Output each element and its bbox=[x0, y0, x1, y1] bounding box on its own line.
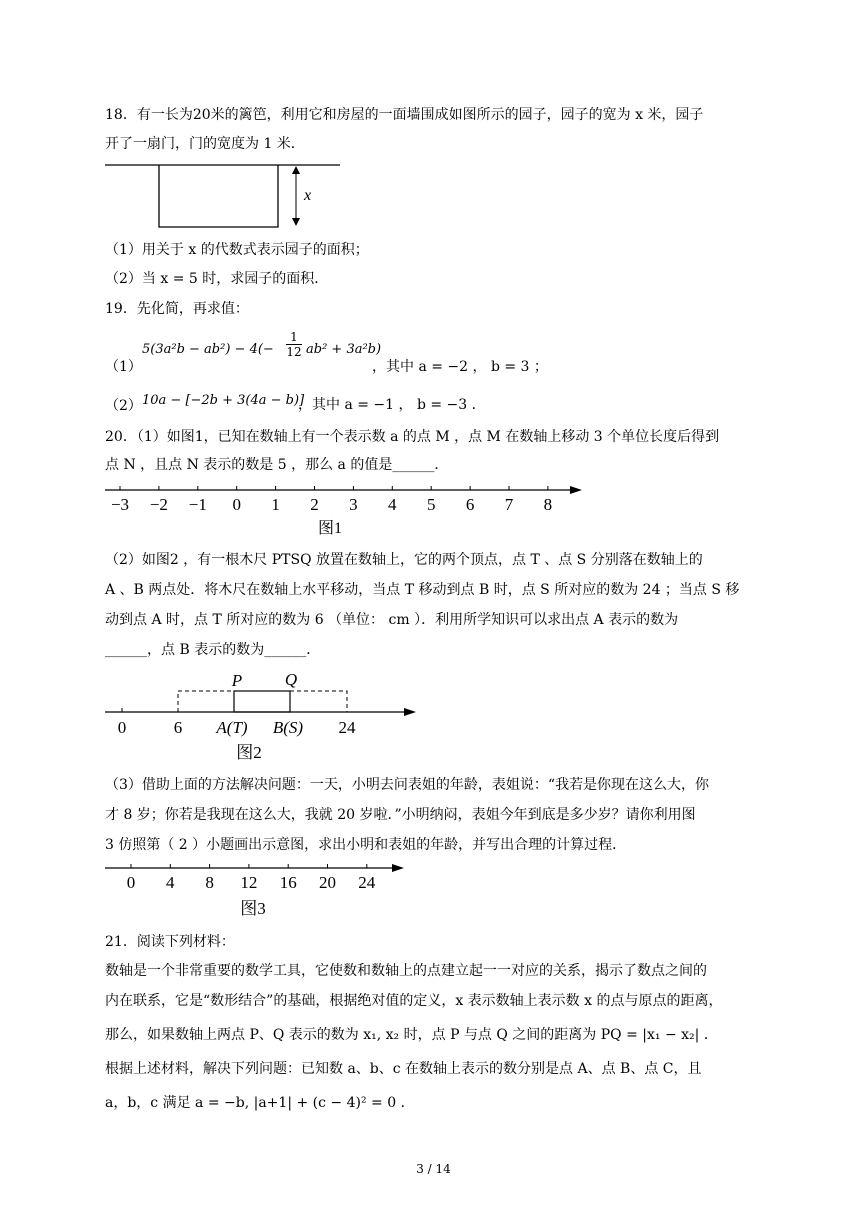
q18-part2: （2）当 x = 5 时，求园子的面积． bbox=[105, 271, 329, 287]
fig1-tick-label: 3 bbox=[349, 495, 358, 514]
q18-stem-line2: 开了一扇门，门的宽度为 1 米． bbox=[105, 136, 305, 152]
fig1-tick-label: −1 bbox=[188, 495, 207, 514]
q20-part3-line2: 才 8 岁；你若是我现在这么大，我就 20 岁啦．”小明纳闷，表姐今年到底是多少岁？请你利用图 bbox=[105, 807, 696, 823]
q19-part2-expr: 10a − [−2b + 3(4a − b)] bbox=[142, 393, 305, 408]
fig2-label-6: 6 bbox=[173, 718, 183, 737]
fig1-tick-label: 4 bbox=[388, 495, 397, 514]
fig2-label-A-T: A(T) bbox=[216, 718, 248, 737]
q19-part1-tail: ，其中 a = −2 ， b = 3 ； bbox=[372, 359, 548, 375]
fig1-tick-label: 5 bbox=[426, 495, 436, 514]
q21-line3: 那么，如果数轴上两点 P、Q 表示的数为 x₁, x₂ 时，点 P 与点 Q 之间的距离为 PQ = |x₁ − x₂| ． bbox=[105, 1027, 718, 1043]
q21-line1: 数轴是一个非常重要的数学工具，它使数和数轴上的点建立起一一对应的关系，揭示了数点之间的 bbox=[105, 963, 707, 979]
q20-part1-line1: 20．（1）如图1，已知在数轴上有一个表示数 a 的点 M ，点 M 在数轴上移动 3 个单位长度后得到 bbox=[105, 429, 720, 445]
q20-part3-line1: （3）借助上面的方法解决问题：一天，小明去问表姐的年龄，表姐说：“我若是你现在这么大，你 bbox=[105, 777, 710, 793]
fig1-tick-label: −2 bbox=[149, 495, 168, 514]
q20-part3-line3: 3 仿照第（ 2 ）小题画出示意图，求出小明和表姐的年龄，并写出合理的计算过程． bbox=[105, 837, 627, 853]
number-line-figure-1 bbox=[100, 478, 590, 540]
q20-part1-line2: 点 N ，且点 N 表示的数是 5 ，那么 a 的值是______． bbox=[105, 457, 449, 473]
q19-part2-tail: ，其中 a = −1 ， b = −3 ． bbox=[298, 397, 486, 413]
q18-garden-figure bbox=[100, 160, 350, 232]
fig2-label-24: 24 bbox=[338, 718, 356, 737]
q19-part2-label: （2） bbox=[105, 398, 142, 414]
fig1-tick-label: 8 bbox=[543, 495, 553, 514]
fig3-tick-label: 8 bbox=[205, 873, 214, 892]
q21-line2: 内在联系，它是“数形结合”的基础，根据绝对值的定义，x 表示数轴上表示数 x 的点与原点的距离， bbox=[105, 993, 723, 1009]
fig3-tick-label: 0 bbox=[126, 873, 136, 892]
number-line-figure-3 bbox=[100, 858, 420, 920]
q21-stem: 21．阅读下列材料： bbox=[105, 934, 235, 950]
fig3-tick-label: 20 bbox=[319, 873, 336, 892]
q19-part1-expr-a: 5(3a²b − ab²) − 4(− bbox=[142, 342, 274, 357]
q19-stem: 19．先化简，再求值： bbox=[105, 301, 249, 317]
number-line-figure-2 bbox=[100, 668, 430, 768]
fig1-tick-label: 0 bbox=[232, 495, 241, 514]
q19-fraction-denominator: 12 bbox=[286, 345, 302, 359]
fig3-tick-label: 12 bbox=[240, 873, 258, 892]
q20-part2-line3: 动到点 A 时，点 T 所对应的数为 6 （单位： cm ）．利用所学知识可以求出点 A 表示的数为 bbox=[105, 612, 679, 628]
fig2-label-B-S: B(S) bbox=[272, 718, 304, 737]
q21-line5: a，b，c 满足 a = −b, |a+1| + (c − 4)² = 0 ． bbox=[105, 1095, 415, 1111]
fig3-tick-label: 16 bbox=[279, 873, 297, 892]
q18-width-label: x bbox=[304, 187, 312, 204]
q19-fraction-numerator: 1 bbox=[290, 330, 298, 344]
q20-part2-line4: ______，点 B 表示的数为______． bbox=[105, 642, 321, 658]
fig3-tick-label: 4 bbox=[166, 873, 175, 892]
page-number: 3 / 14 bbox=[416, 1162, 451, 1176]
q18-part1: （1）用关于 x 的代数式表示园子的面积； bbox=[105, 242, 369, 258]
fig2-label-0: 0 bbox=[117, 718, 127, 737]
fig1-tick-label: −3 bbox=[110, 495, 130, 514]
q19-part1-expr-b: ab² + 3a²b) bbox=[306, 342, 382, 357]
q21-line4: 根据上述材料，解决下列问题：已知数 a、b、c 在数轴上表示的数分别是点 A、点 B、点 C，且 bbox=[105, 1061, 702, 1077]
q18-stem-line1: 18．有一长为20米的篱笆，利用它和房屋的一面墙围成如图所示的园子，园子的宽为 x 米，园子 bbox=[105, 107, 704, 123]
fig1-tick-label: 7 bbox=[504, 495, 514, 514]
fig3-tick-label: 24 bbox=[358, 873, 376, 892]
point-Q-label: Q bbox=[284, 670, 298, 689]
fig1-tick-label: 6 bbox=[465, 495, 475, 514]
figure-1-caption: 图1 bbox=[317, 520, 343, 537]
q20-part2-line1: （2）如图2 ，有一根木尺 PTSQ 放置在数轴上，它的两个顶点，点 T 、点 S 分别落在数轴上的 bbox=[105, 552, 703, 568]
fig1-tick-label: 2 bbox=[310, 495, 319, 514]
fig1-tick-label: 1 bbox=[271, 495, 280, 514]
q19-part1-label: （1） bbox=[105, 359, 142, 375]
figure-3-caption: 图3 bbox=[240, 899, 266, 918]
figure-2-caption: 图2 bbox=[236, 743, 262, 762]
point-P-label: P bbox=[231, 671, 243, 690]
q20-part2-line2: A 、B 两点处．将木尺在数轴上水平移动，当点 T 移动到点 B 时，点 S 所对应的数为 24 ；当点 S 移 bbox=[105, 582, 740, 598]
q19-fraction bbox=[286, 330, 302, 359]
